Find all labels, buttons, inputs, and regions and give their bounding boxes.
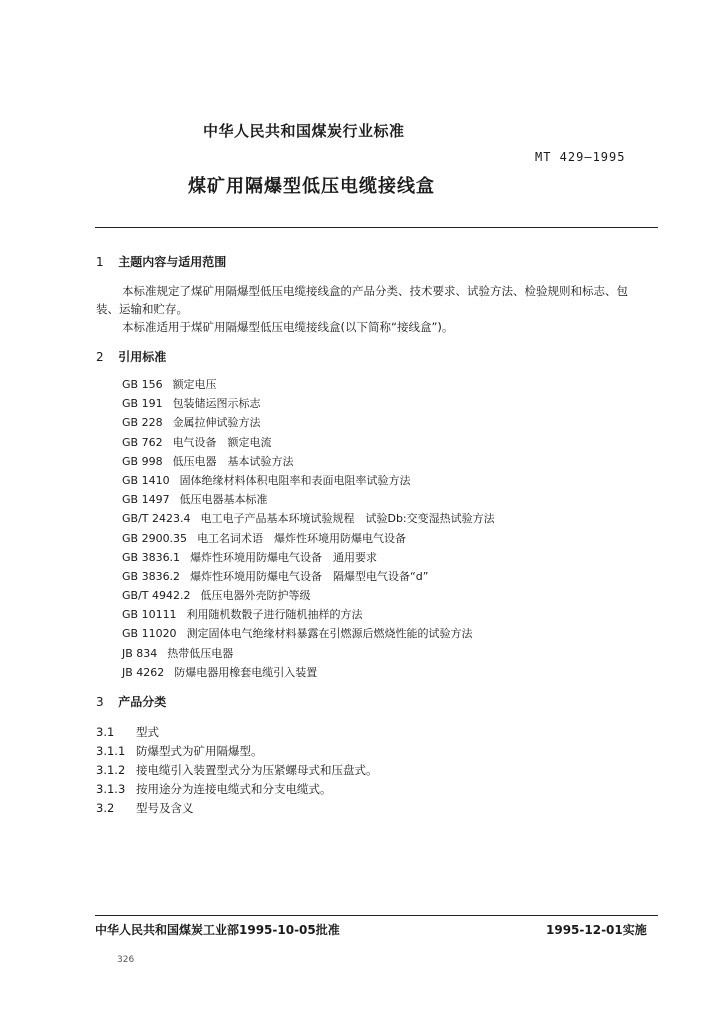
page-number: 326 xyxy=(117,955,135,965)
reference-title: 电工电子产品基本环境试验规程 试验Db:交变湿热试验方法 xyxy=(200,512,495,526)
reference-item xyxy=(122,394,495,413)
document-title: 煤矿用隔爆型低压电缆接线盒 xyxy=(188,176,435,197)
clause-item xyxy=(96,743,263,759)
reference-code: GB/T 2423.4 xyxy=(122,512,191,526)
reference-item xyxy=(122,471,495,490)
reference-title: 测定固体电气绝缘材料暴露在引燃源后燃烧性能的试验方法 xyxy=(186,627,473,641)
section-1-number: 1 xyxy=(96,255,104,269)
approval-line: 中华人民共和国煤炭工业部1995-10-05批准 xyxy=(95,923,340,937)
reference-title: 低压电器基本标准 xyxy=(179,493,268,507)
section-3-heading xyxy=(96,693,166,710)
clause-number: 3.2 xyxy=(96,801,115,815)
clause-text: 防爆型式为矿用隔爆型。 xyxy=(136,744,263,758)
reference-item xyxy=(122,509,495,528)
reference-item xyxy=(122,433,495,452)
reference-title: 电气设备 额定电流 xyxy=(172,435,272,449)
reference-list xyxy=(122,375,495,682)
clause-text: 型号及含义 xyxy=(136,801,194,815)
reference-title: 热带低压电器 xyxy=(167,646,234,660)
reference-code: GB 10111 xyxy=(122,608,177,622)
reference-item xyxy=(122,567,495,586)
reference-title: 爆炸性环境用防爆电气设备 通用要求 xyxy=(190,550,378,564)
reference-code: GB 156 xyxy=(122,378,163,391)
reference-title: 金属拉伸试验方法 xyxy=(172,416,261,430)
clause-item xyxy=(96,800,194,816)
reference-title: 包装储运图示标志 xyxy=(172,397,261,411)
reference-item xyxy=(122,529,495,548)
reference-code: GB 11020 xyxy=(122,627,177,641)
reference-title: 电工名词术语 爆炸性环境用防爆电气设备 xyxy=(197,531,407,545)
reference-code: GB 3836.2 xyxy=(122,569,181,583)
clause-item xyxy=(96,762,378,778)
reference-title: 低压电器 基本试验方法 xyxy=(172,454,294,468)
reference-item xyxy=(122,548,495,567)
clause-text: 按用途分为连接电缆式和分支电缆式。 xyxy=(136,782,332,796)
clause-text: 型式 xyxy=(136,725,159,739)
clause-number: 3.1 xyxy=(96,725,115,739)
section-1-para1-line2: 装、运输和贮存。 xyxy=(96,302,188,316)
reference-code: GB 762 xyxy=(122,435,163,449)
reference-item xyxy=(122,413,495,432)
reference-item xyxy=(122,624,495,643)
reference-title: 额定电压 xyxy=(172,378,217,391)
reference-code: GB 191 xyxy=(122,397,163,411)
section-1-para1-line1: 本标准规定了煤矿用隔爆型低压电缆接线盒的产品分类、技术要求、试验方法、检验规则和标志、包 xyxy=(122,284,628,298)
reference-title: 固体绝缘材料体积电阻率和表面电阻率试验方法 xyxy=(179,473,411,487)
reference-item xyxy=(122,490,495,509)
clause-item xyxy=(96,724,159,740)
section-2-number: 2 xyxy=(96,350,104,364)
reference-code: GB 3836.1 xyxy=(122,550,181,564)
reference-code: GB 1497 xyxy=(122,493,170,507)
clause-number: 3.1.1 xyxy=(96,744,126,758)
implementation-date: 1995-12-01实施 xyxy=(546,923,647,937)
reference-code: JB 4262 xyxy=(122,665,165,679)
issuer-title: 中华人民共和国煤炭行业标准 xyxy=(203,122,405,140)
section-1-para2: 本标准适用于煤矿用隔爆型低压电缆接线盒(以下简称“接线盒”)。 xyxy=(122,320,454,334)
reference-title: 利用随机数骰子进行随机抽样的方法 xyxy=(186,608,363,622)
clause-number: 3.1.2 xyxy=(96,763,126,777)
reference-item xyxy=(122,644,495,663)
clause-number: 3.1.3 xyxy=(96,782,126,796)
reference-code: GB 2900.35 xyxy=(122,531,188,545)
reference-title: 低压电器外壳防护等级 xyxy=(200,589,311,603)
reference-title: 防爆电器用橡套电缆引入装置 xyxy=(174,665,318,679)
standard-number: MT 429—1995 xyxy=(535,150,626,164)
section-1-title: 主题内容与适用范围 xyxy=(118,255,227,269)
section-3-number: 3 xyxy=(96,695,104,709)
reference-item xyxy=(122,663,495,682)
header-divider xyxy=(95,227,658,228)
section-3-title: 产品分类 xyxy=(118,695,167,709)
clause-item xyxy=(96,781,332,797)
section-2-heading xyxy=(96,348,166,365)
reference-item xyxy=(122,452,495,471)
section-1-heading xyxy=(96,253,226,270)
reference-code: GB/T 4942.2 xyxy=(122,589,191,603)
reference-code: JB 834 xyxy=(122,646,158,660)
section-2-title: 引用标准 xyxy=(118,350,167,364)
reference-code: GB 1410 xyxy=(122,473,170,487)
reference-code: GB 228 xyxy=(122,416,163,430)
clause-text: 接电缆引入装置型式分为压紧螺母式和压盘式。 xyxy=(136,763,378,777)
reference-item xyxy=(122,605,495,624)
reference-title: 爆炸性环境用防爆电气设备 隔爆型电气设备“d” xyxy=(190,569,429,583)
reference-item xyxy=(122,586,495,605)
reference-item xyxy=(122,375,495,394)
footer-divider xyxy=(95,915,658,916)
reference-code: GB 998 xyxy=(122,454,163,468)
